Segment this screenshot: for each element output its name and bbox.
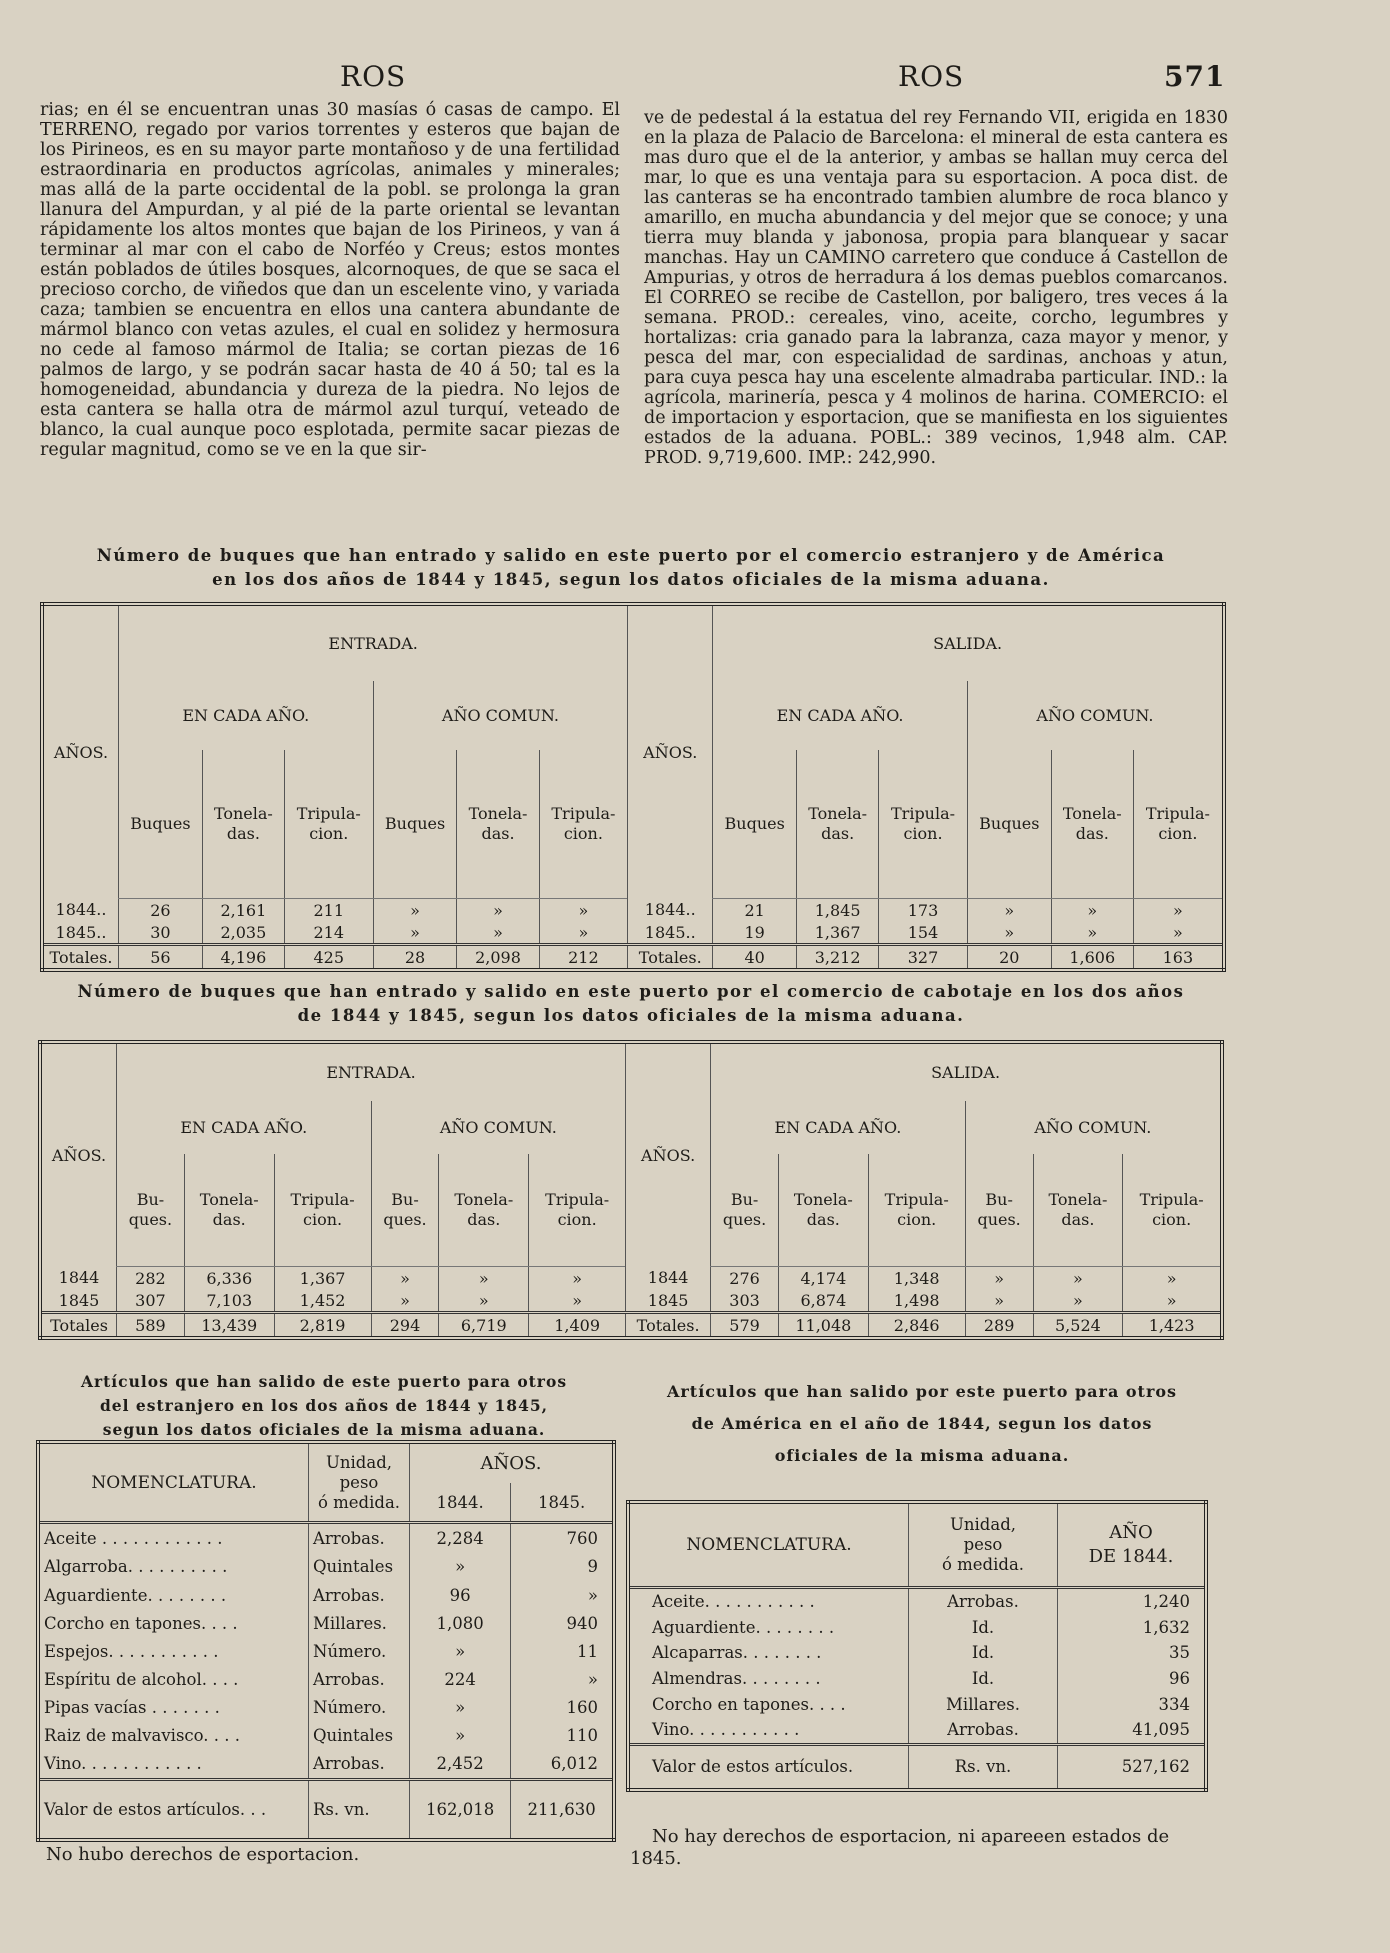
item-unit: Número. — [309, 1693, 410, 1721]
item-value: » — [410, 1693, 511, 1721]
col-toneladas: Tonela- das. — [797, 750, 879, 898]
total-cell: 3,212 — [797, 945, 879, 971]
unidad-header: Unidad, peso ó medida. — [909, 1502, 1058, 1587]
data-cell: 6,336 — [184, 1267, 274, 1290]
col-tripulacion: Tripula- cion. — [274, 1154, 371, 1267]
col-buques: Bu- ques. — [965, 1154, 1033, 1267]
year-cell: 1844 — [58, 1268, 100, 1288]
data-cell: » — [1133, 899, 1224, 922]
list-item — [628, 1717, 1206, 1744]
entrada-header: ENTRADA. — [117, 1042, 626, 1101]
data-cell: » — [967, 899, 1051, 922]
nomenclatura-header: NOMENCLATURA. — [91, 1472, 257, 1493]
item-value: 35 — [1058, 1640, 1207, 1666]
salida-header: SALIDA. — [711, 1042, 1222, 1101]
data-cell: 214 — [284, 921, 373, 945]
item-value: 6,012 — [511, 1749, 614, 1779]
data-cell: 21 — [713, 899, 797, 922]
total-cell: 40 — [713, 945, 797, 971]
data-cell: » — [373, 921, 457, 945]
total-cell: 2,846 — [868, 1313, 965, 1339]
total-cell: 327 — [879, 945, 968, 971]
data-cell: » — [529, 1267, 626, 1290]
item-value: 2,452 — [410, 1749, 511, 1779]
data-cell: » — [439, 1267, 529, 1290]
item-name: Aguardiente. . . . . . . . — [652, 1617, 835, 1637]
data-cell: 1,367 — [274, 1267, 371, 1290]
table1-title — [36, 544, 1226, 592]
total-cell: 589 — [117, 1313, 185, 1339]
left-column-text: rias; en él se encuentran unas 30 masías ó casas de campo. El TERRENO, regado por varios torrentes y esteros que bajan de los Pirineos, es en su mayor parte montañoso y de una fertilidad estraordinaria en productos agrícolas, animales y minerales; mas allá de la parte occidental de la pobl. se prolonga la gran llanura del Ampurdan, y al pié de la parte oriental se levantan rápidamente los altos montes que bajan de los Pirineos, y van á terminar al mar con el cabo de Norféo y Creus; estos montes están poblados de útiles bosques, alcornoques, de que se saca el precioso corcho, de viñedos que dan un escelente vino, y variada caza; tambien se encuentra en ellos una cantera abundante de mármol blanco con vetas azules, el cual en solidez y hermosura no cede al famoso mármol de Italia; se cortan piezas de 16 palmos de largo, y se podrán sacar hasta de 40 á 50; tal es la homogeneidad, abundancia y dureza de la piedra. No lejos de esta cantera se halla otra de mármol azul turquí, veteado de blanco, la cual aunque poco esplotada, permite sacar piezas de regular magnitud, como se ve en la que sir- — [40, 100, 620, 460]
right-column-text: ve de pedestal á la estatua del rey Fernando VII, erigida en 1830 en la plaza de Palacio de Barcelona: el mineral de esta cantera es mas duro que el de la anterior, y ambas se hallan muy cerca del mar, lo que es una ventaja para su esportacion. A poca dist. de las canteras se ha encontrado tambien alumbre de roca blanco y amarillo, en mucha abundancia y del mejor que se conoce; y una tierra muy blanda y jabonosa, propia para blanquear y sacar manchas. Hay un CAMINO carretero que conduce á Castellon de Ampurias, y otros de herradura á los demas pueblos comarcanos. El CORREO se recibe de Castellon, por baligero, tres veces á la semana. PROD.: cereales, vino, aceite, corcho, legumbres y hortalizas: cria ganado para la labranza, caza mayor y menor, y pesca del mar, con especialidad de sardinas, anchoas y atun, para cuya pesca hay una escelente almadraba particular. IND.: la agrícola, marinería, pesca y 4 molinos de harina. COMERCIO: el de importacion y esportacion, que se manifiesta en los siguientes estados de la aduana. POBL.: 389 vecinos, 1,948 alm. CAP. PROD. 9,719,600. IMP.: 242,990. — [644, 108, 1228, 468]
total-cell: 2,819 — [274, 1313, 371, 1339]
list-item — [628, 1615, 1206, 1641]
table4-title-line2: de América en el año de 1844, segun los datos — [691, 1414, 1153, 1433]
item-value: 1,240 — [1058, 1587, 1207, 1614]
entrada-header: ENTRADA. — [119, 604, 628, 681]
totals-label: Totales — [40, 1313, 117, 1339]
table4-title-line3: oficiales de la misma aduana. — [774, 1446, 1070, 1465]
item-name: Pipas vacías . . . . . . . — [44, 1697, 220, 1717]
anos-header: AÑOS. — [410, 1442, 615, 1483]
item-value: 334 — [1058, 1691, 1207, 1717]
year-cell: 1844.. — [628, 899, 713, 922]
item-value: » — [511, 1581, 614, 1609]
data-cell: 173 — [879, 899, 968, 922]
totals-label: Totales. — [626, 1313, 711, 1339]
col-toneladas: Tonela- das. — [202, 750, 284, 898]
col-buques: Bu- ques. — [371, 1154, 439, 1267]
item-unit: Arrobas. — [309, 1523, 410, 1553]
cada-ano-header: EN CADA AÑO. — [713, 681, 968, 751]
table4-title-line1: Artículos que han salido por este puerto para otros — [666, 1382, 1178, 1401]
item-name: Aceite. . . . . . . . . . . — [628, 1587, 909, 1614]
item-value: » — [410, 1553, 511, 1581]
item-unit: Arrobas. — [309, 1581, 410, 1609]
data-cell: 7,103 — [184, 1289, 274, 1313]
list-item — [38, 1693, 614, 1721]
list-item — [38, 1637, 614, 1665]
col-toneladas: Tonela- das. — [184, 1154, 274, 1267]
data-cell: » — [371, 1289, 439, 1313]
col-buques: Bu- ques. — [711, 1154, 779, 1267]
year-cell: 1845.. — [628, 921, 713, 945]
item-unit: Quintales — [309, 1553, 410, 1581]
col-buques: Buques — [713, 750, 797, 898]
list-item — [628, 1587, 1206, 1614]
item-value: 96 — [410, 1581, 511, 1609]
ano-comun-header: AÑO COMUN. — [373, 681, 628, 751]
item-name: Alcaparras. . . . . . . . — [652, 1643, 822, 1663]
item-value: » — [511, 1665, 614, 1693]
ano-header: AÑO DE 1844. — [1058, 1502, 1207, 1587]
data-cell: » — [371, 1267, 439, 1290]
valor-value: 211,630 — [511, 1779, 614, 1840]
table2-title — [36, 980, 1226, 1028]
item-value: 110 — [511, 1721, 614, 1749]
data-cell: 154 — [879, 921, 968, 945]
data-cell: » — [539, 921, 628, 945]
total-cell: 28 — [373, 945, 457, 971]
col-tripulacion: Tripula- cion. — [1133, 750, 1224, 898]
cada-ano-header: EN CADA AÑO. — [711, 1101, 966, 1154]
data-cell: 282 — [117, 1267, 185, 1290]
data-cell: » — [539, 899, 628, 922]
anos-header: AÑOS. — [626, 1042, 711, 1267]
data-cell: 30 — [119, 921, 203, 945]
totals-label: Totales. — [42, 945, 119, 971]
list-item — [628, 1691, 1206, 1717]
valor-unit: Rs. vn. — [309, 1779, 410, 1840]
data-cell: 307 — [117, 1289, 185, 1313]
ano-comun-header: AÑO COMUN. — [965, 1101, 1222, 1154]
table3-title-line2: del estranjero en los dos años de 1844 y 1845, — [99, 1396, 549, 1415]
item-name: Algarroba. . . . . . . . . . — [44, 1557, 228, 1577]
item-name: Espejos. . . . . . . . . . . — [44, 1641, 219, 1661]
item-unit: Millares. — [909, 1691, 1058, 1717]
col-tripulacion: Tripula- cion. — [1123, 1154, 1222, 1267]
col-buques: Bu- ques. — [117, 1154, 185, 1267]
data-cell: 6,874 — [778, 1289, 868, 1313]
col-buques: Buques — [373, 750, 457, 898]
col-toneladas: Tonela- das. — [1033, 1154, 1123, 1267]
data-cell: » — [373, 899, 457, 922]
data-cell: 1,348 — [868, 1267, 965, 1290]
table-row — [40, 1289, 1222, 1313]
data-cell: 276 — [711, 1267, 779, 1290]
header-center: ROS — [898, 60, 965, 93]
data-cell: 1,498 — [868, 1289, 965, 1313]
item-value: 11 — [511, 1637, 614, 1665]
table4-title — [632, 1376, 1212, 1472]
item-unit: Arrobas. — [309, 1665, 410, 1693]
data-cell: » — [967, 921, 1051, 945]
cada-ano-header: EN CADA AÑO. — [119, 681, 374, 751]
list-item — [38, 1581, 614, 1609]
ano-comun-header: AÑO COMUN. — [967, 681, 1224, 751]
table4 — [626, 1500, 1208, 1792]
item-name: Vino. . . . . . . . . . . . — [44, 1754, 202, 1774]
data-cell: » — [965, 1289, 1033, 1313]
data-cell: » — [1123, 1289, 1222, 1313]
col-tripulacion: Tripula- cion. — [868, 1154, 965, 1267]
totals-row — [40, 1313, 1222, 1339]
year-cell: 1844.. — [55, 900, 107, 920]
item-name: Aguardiente. . . . . . . . — [44, 1585, 227, 1605]
item-value: 2,284 — [410, 1523, 511, 1553]
valor-value: 527,162 — [1058, 1744, 1207, 1790]
valor-value: 162,018 — [410, 1779, 511, 1840]
data-cell: 19 — [713, 921, 797, 945]
data-cell: 303 — [711, 1289, 779, 1313]
valor-label: Valor de estos artículos. . . — [38, 1779, 309, 1840]
data-cell: » — [1033, 1267, 1123, 1290]
year-header: 1844. — [410, 1483, 511, 1523]
item-value: 760 — [511, 1523, 614, 1553]
item-unit: Millares. — [309, 1609, 410, 1637]
item-name: Aceite . . . . . . . . . . . . — [38, 1523, 309, 1553]
total-cell: 294 — [371, 1313, 439, 1339]
year-cell: 1845 — [626, 1289, 711, 1313]
table3-title-line1: Artículos que han salido de este puerto para otros — [80, 1372, 568, 1391]
col-tripulacion: Tripula- cion. — [284, 750, 373, 898]
total-cell: 5,524 — [1033, 1313, 1123, 1339]
total-cell: 11,048 — [778, 1313, 868, 1339]
col-tripulacion: Tripula- cion. — [539, 750, 628, 898]
total-cell: 56 — [119, 945, 203, 971]
valor-label: Valor de estos artículos. — [628, 1744, 909, 1790]
col-tripulacion: Tripula- cion. — [879, 750, 968, 898]
item-name: Espíritu de alcohol. . . . — [44, 1669, 239, 1689]
list-item — [628, 1640, 1206, 1666]
data-cell: » — [1051, 899, 1133, 922]
item-value: » — [410, 1637, 511, 1665]
item-value: 9 — [511, 1553, 614, 1581]
salida-header: SALIDA. — [713, 604, 1224, 681]
table2-title-line1: Número de buques que han entrado y salido en este puerto por el comercio de cabotaje en los dos años — [77, 982, 1185, 1001]
table3-title-line3: segun los datos oficiales de la misma aduana. — [102, 1420, 546, 1439]
data-cell: 1,845 — [797, 899, 879, 922]
anos-header: AÑOS. — [628, 604, 713, 899]
col-toneladas: Tonela- das. — [1051, 750, 1133, 898]
list-item — [628, 1666, 1206, 1692]
page-number: 571 — [1164, 60, 1226, 93]
totals-row — [42, 945, 1224, 971]
anos-header: AÑOS. — [53, 742, 109, 762]
total-cell: 579 — [711, 1313, 779, 1339]
table3 — [36, 1440, 616, 1842]
col-tripulacion: Tripula- cion. — [529, 1154, 626, 1267]
list-item — [38, 1749, 614, 1779]
total-cell: 1,423 — [1123, 1313, 1222, 1339]
total-cell: 425 — [284, 945, 373, 971]
item-value: 224 — [410, 1665, 511, 1693]
col-toneladas: Tonela- das. — [778, 1154, 868, 1267]
data-cell: 211 — [284, 899, 373, 922]
item-name: Vino. . . . . . . . . . . — [652, 1720, 800, 1740]
table2-title-line2: de 1844 y 1845, segun los datos oficiales de la misma aduana. — [297, 1006, 965, 1025]
table-row — [40, 1267, 1222, 1290]
col-toneladas: Tonela- das. — [457, 750, 539, 898]
item-unit: Arrobas. — [909, 1587, 1058, 1614]
data-cell: » — [439, 1289, 529, 1313]
col-toneladas: Tonela- das. — [439, 1154, 529, 1267]
data-cell: » — [965, 1267, 1033, 1290]
total-cell: 6,719 — [439, 1313, 529, 1339]
col-buques: Buques — [119, 750, 203, 898]
list-item — [38, 1665, 614, 1693]
item-unit: Arrobas. — [909, 1717, 1058, 1744]
data-cell: 1,367 — [797, 921, 879, 945]
item-value: 1,632 — [1058, 1615, 1207, 1641]
total-cell: 289 — [965, 1313, 1033, 1339]
cada-ano-header: EN CADA AÑO. — [117, 1101, 372, 1154]
data-cell: 4,174 — [778, 1267, 868, 1290]
item-unit: Quintales — [309, 1721, 410, 1749]
nomenclatura-header: NOMENCLATURA. — [686, 1534, 852, 1555]
table-row — [42, 899, 1224, 922]
list-item — [38, 1553, 614, 1581]
header-left: ROS — [340, 60, 407, 93]
table4-note: No hay derechos de esportacion, ni apareeen estados de 1845. — [630, 1826, 1170, 1869]
total-cell: 2,098 — [457, 945, 539, 971]
item-value: » — [410, 1721, 511, 1749]
valor-row — [38, 1779, 614, 1840]
data-cell: » — [1051, 921, 1133, 945]
list-item — [38, 1609, 614, 1637]
item-unit: Id. — [909, 1615, 1058, 1641]
total-cell: 20 — [967, 945, 1051, 971]
data-cell: » — [457, 899, 539, 922]
year-cell: 1845.. — [55, 922, 107, 942]
item-value: 41,095 — [1058, 1717, 1207, 1744]
table1-title-line1: Número de buques que han entrado y salido en este puerto por el comercio estranjero y de América — [96, 546, 1166, 565]
item-value: 1,080 — [410, 1609, 511, 1637]
total-cell: 212 — [539, 945, 628, 971]
total-cell: 13,439 — [184, 1313, 274, 1339]
data-cell: 2,035 — [202, 921, 284, 945]
data-cell: 1,452 — [274, 1289, 371, 1313]
ano-comun-header: AÑO COMUN. — [371, 1101, 626, 1154]
item-name: Almendras. . . . . . . . — [652, 1668, 821, 1688]
list-item — [38, 1523, 614, 1553]
year-cell: 1844 — [626, 1267, 711, 1290]
item-name: Corcho en tapones. . . . — [44, 1613, 238, 1633]
table3-title — [34, 1370, 614, 1442]
data-cell: 26 — [119, 899, 203, 922]
year-cell: 1845 — [58, 1290, 100, 1310]
data-cell: 2,161 — [202, 899, 284, 922]
table1 — [40, 602, 1226, 972]
data-cell: » — [1033, 1289, 1123, 1313]
item-value: 96 — [1058, 1666, 1207, 1692]
valor-unit: Rs. vn. — [909, 1744, 1058, 1790]
valor-row — [628, 1744, 1206, 1790]
total-cell: 163 — [1133, 945, 1224, 971]
totals-label: Totales. — [628, 945, 713, 971]
total-cell: 1,409 — [529, 1313, 626, 1339]
item-unit: Id. — [909, 1640, 1058, 1666]
data-cell: » — [529, 1289, 626, 1313]
total-cell: 4,196 — [202, 945, 284, 971]
data-cell: » — [457, 921, 539, 945]
total-cell: 1,606 — [1051, 945, 1133, 971]
item-name: Corcho en tapones. . . . — [652, 1694, 846, 1714]
list-item — [38, 1721, 614, 1749]
year-header: 1845. — [511, 1483, 614, 1523]
table-row — [42, 921, 1224, 945]
item-unit: Arrobas. — [309, 1749, 410, 1779]
data-cell: » — [1133, 921, 1224, 945]
item-value: 940 — [511, 1609, 614, 1637]
unidad-header: Unidad, peso ó medida. — [309, 1442, 410, 1523]
data-cell: » — [1123, 1267, 1222, 1290]
item-unit: Id. — [909, 1666, 1058, 1692]
table1-title-line2: en los dos años de 1844 y 1845, segun los datos oficiales de la misma aduana. — [212, 570, 1050, 589]
table3-note: No hubo derechos de esportacion. — [46, 1844, 360, 1865]
anos-header: AÑOS. — [51, 1145, 107, 1165]
item-name: Raiz de malvavisco. . . . — [44, 1725, 241, 1745]
item-value: 160 — [511, 1693, 614, 1721]
col-buques: Buques — [967, 750, 1051, 898]
item-unit: Número. — [309, 1637, 410, 1665]
table2 — [38, 1040, 1224, 1340]
